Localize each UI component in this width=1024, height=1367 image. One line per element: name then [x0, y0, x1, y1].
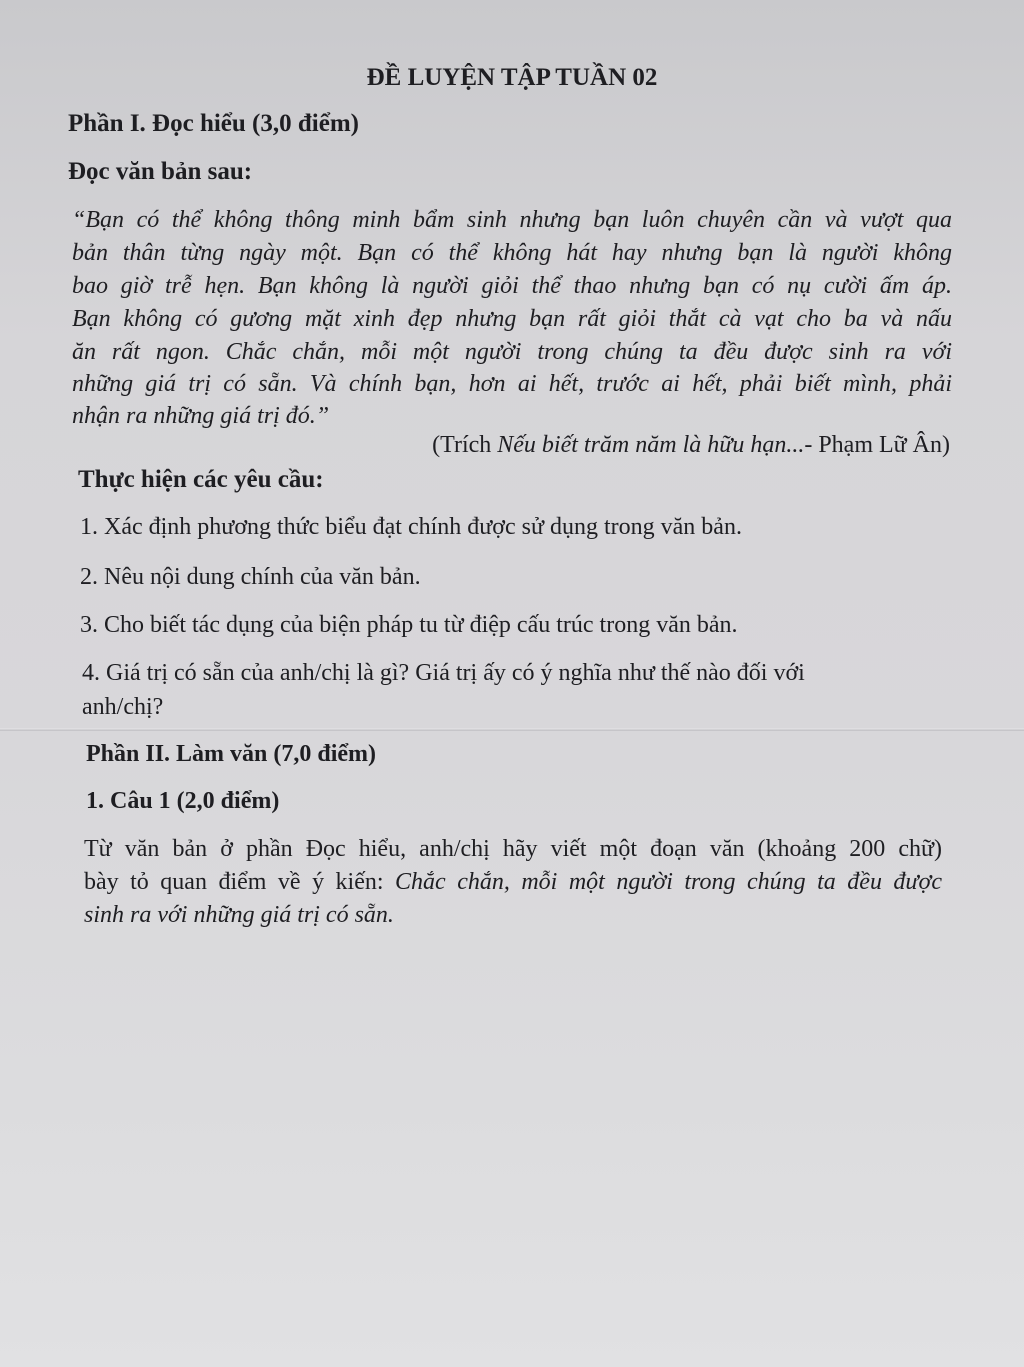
q1-prompt-line: Từ văn bản ở phần Đọc hiểu, anh/chị hãy viết một đoạn văn (khoảng 200 chữ): [84, 836, 942, 862]
passage-line: bao giờ trễ hẹn. Bạn không là người giỏi thể thao nhưng bạn có nụ cười ấm áp.: [72, 273, 952, 299]
q1-prompt-prefix: bày tỏ quan điểm về ý kiến:: [84, 869, 396, 895]
passage-line: Bạn không có gương mặt xinh đẹp nhưng bạn rất giỏi thắt cà vạt cho ba và nấu: [72, 306, 952, 332]
part2-heading: Phần II. Làm văn (7,0 điểm): [86, 741, 377, 767]
question-4-continued: anh/chị?: [82, 694, 164, 720]
question-2: 2. Nêu nội dung chính của văn bản.: [80, 564, 421, 590]
question-1: 1. Xác định phương thức biểu đạt chính được sử dụng trong văn bản.: [80, 514, 742, 540]
question-4: 4. Giá trị có sẵn của anh/chị là gì? Giá trị ấy có ý nghĩa như thế nào đối với: [82, 660, 805, 686]
passage-line: bản thân từng ngày một. Bạn có thể không hát hay nhưng bạn là người không: [72, 240, 952, 266]
requirements-heading: Thực hiện các yêu cầu:: [78, 466, 324, 493]
q1-quoted-opinion: Chắc chắn, mỗi một người trong chúng ta đều được: [395, 869, 942, 895]
question-3: 3. Cho biết tác dụng của biện pháp tu từ điệp cấu trúc trong văn bản.: [80, 612, 738, 638]
read-passage-heading: Đọc văn bản sau:: [68, 158, 253, 185]
source-work-title: Nếu biết trăm năm là hữu hạn...: [497, 432, 805, 458]
source-author: - Phạm Lữ Ân): [804, 432, 950, 458]
passage-line: ăn rất ngon. Chắc chắn, mỗi một người trong chúng ta đều được sinh ra với: [72, 339, 952, 365]
passage-line: những giá trị có sẵn. Và chính bạn, hơn ai hết, trước ai hết, phải biết mình, phải: [72, 371, 952, 397]
q1-prompt-line: [84, 902, 942, 929]
passage-line: nhận ra những giá trị đó.”: [72, 403, 330, 429]
document-title: ĐỀ LUYỆN TẬP TUẦN 02: [366, 64, 658, 91]
source-prefix: (Trích: [432, 432, 498, 458]
passage-source: [432, 432, 950, 459]
passage-line: “Bạn có thể không thông minh bẩm sinh nhưng bạn luôn chuyên cần và vượt qua: [72, 207, 952, 233]
q1-quoted-opinion-end: sinh ra với những giá trị có sẵn.: [84, 902, 394, 928]
q1-heading: 1. Câu 1 (2,0 điểm): [86, 788, 280, 814]
paper-fold-line: [0, 728, 1024, 731]
q1-prompt-line: [84, 869, 942, 896]
part1-heading: Phần I. Đọc hiểu (3,0 điểm): [68, 110, 359, 137]
